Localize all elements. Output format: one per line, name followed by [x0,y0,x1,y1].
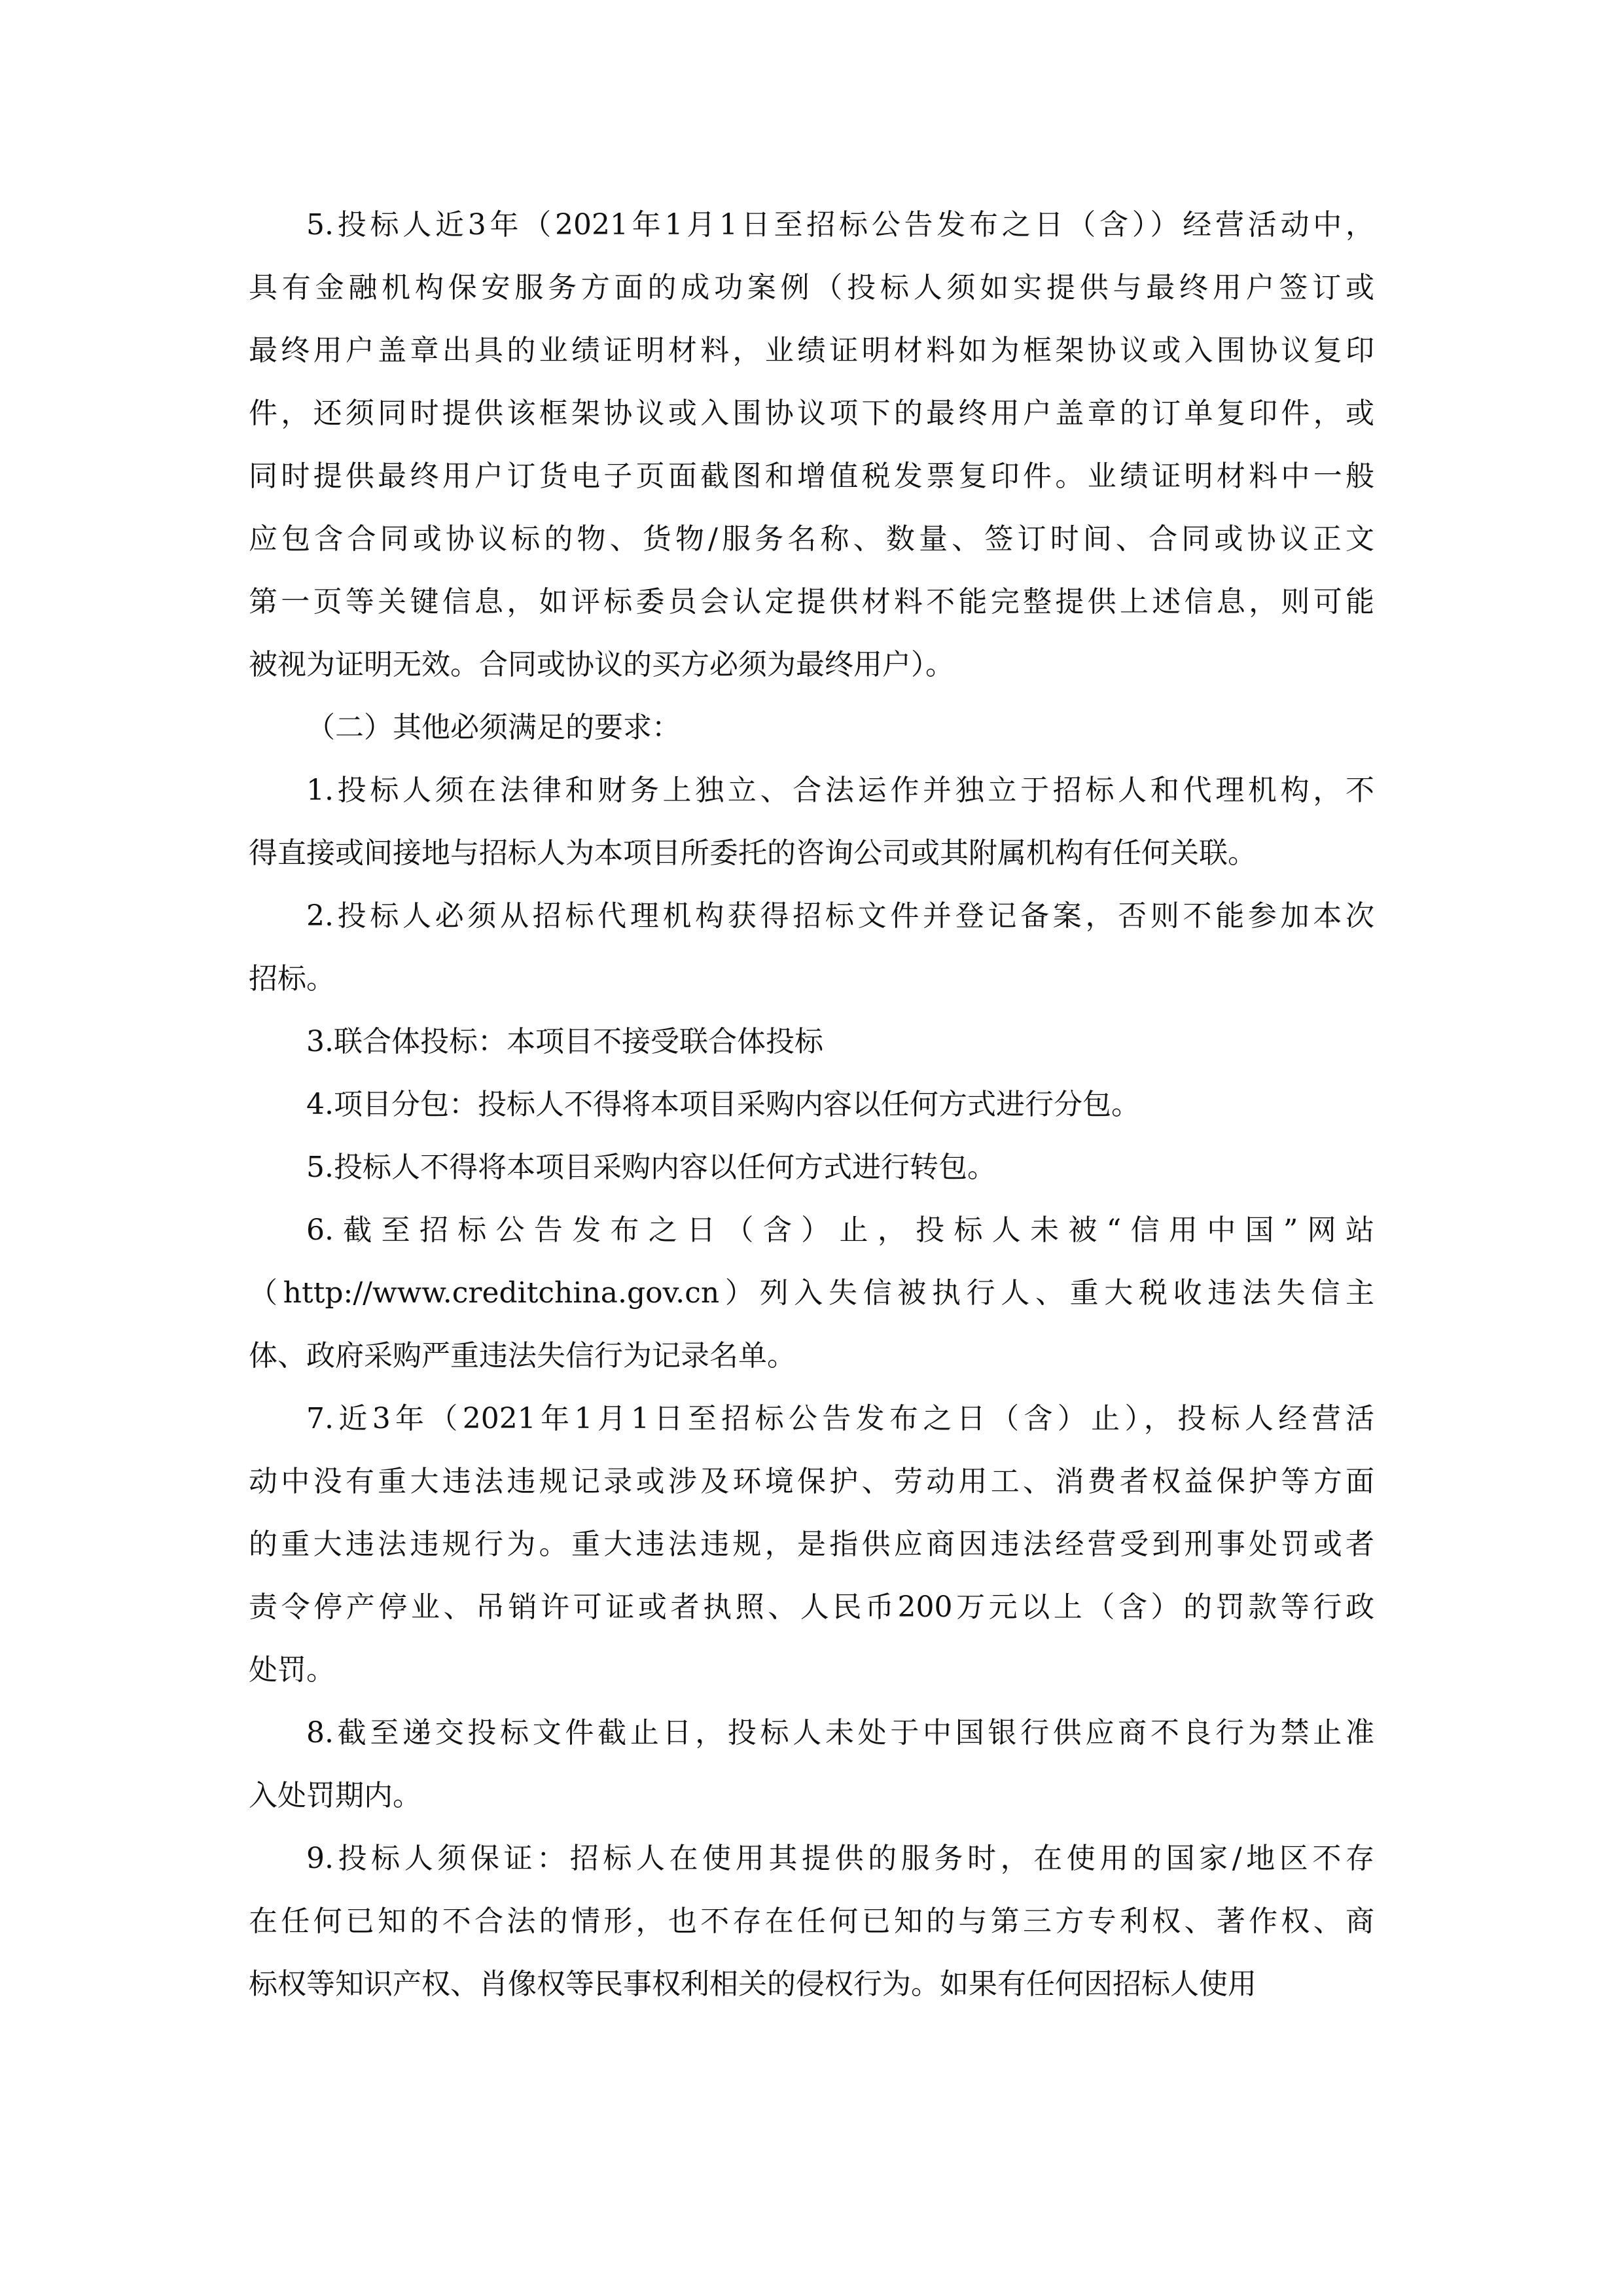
text-line: 责令停产停业、吊销许可证或者执照、人民币200万元以上（含）的罚款等行政 [249,1590,1374,1624]
paragraph-p5 [249,194,1374,696]
text-line: 在任何已知的不合法的情形，也不存在任何已知的与第三方专利权、著作权、商 [249,1905,1374,1938]
paragraph-q9 [249,1827,1374,2016]
text-line: （http://www.creditchina.gov.cn）列入失信被执行人、重大税收违法失信主 [249,1276,1375,1310]
text-line: 被视为证明无效。合同或协议的买方必须为最终用户）。 [249,648,954,681]
text-line: 2.投标人必须从招标代理机构获得招标文件并登记备案，否则不能参加本次 [306,899,1374,933]
text-line: 5.投标人近3年（2021年1月1日至招标公告发布之日（含））经营活动中， [306,208,1374,242]
text-line: 体、政府采购严重违法失信行为记录名单。 [249,1339,796,1372]
paragraph-q3 [249,1011,1374,1073]
text-line: 4.项目分包：投标人不得将本项目采购内容以任何方式进行分包。 [306,1088,1140,1121]
text-line: 5.投标人不得将本项目采购内容以任何方式进行转包。 [306,1151,996,1184]
document-body [249,194,1374,2016]
text-line: 第一页等关键信息，如评标委员会认定提供材料不能完整提供上述信息，则可能 [249,585,1374,619]
text-line: 应包含合同或协议标的物、货物/服务名称、数量、签订时间、合同或协议正文 [249,522,1374,556]
text-line: 标权等知识产权、肖像权等民事权利相关的侵权行为。如果有任何因招标人使用 [249,1967,1257,2001]
text-line: 的重大违法违规行为。重大违法违规，是指供应商因违法经营受到刑事处罚或者 [249,1528,1374,1561]
text-line: 6.截至招标公告发布之日（含）止，投标人未被“信用中国”网站 [306,1213,1374,1247]
text-line: 最终用户盖章出具的业绩证明材料，业绩证明材料如为框架协议或入围协议复印 [249,334,1374,367]
text-line: 1.投标人须在法律和财务上独立、合法运作并独立于招标人和代理机构，不 [306,774,1374,807]
text-line: （二）其他必须满足的要求： [306,711,681,744]
text-line: 入处罚期内。 [249,1779,421,1812]
paragraph-q6 [249,1199,1374,1388]
paragraph-q1 [249,759,1374,885]
text-line: 3.联合体投标：本项目不接受联合体投标 [306,1025,823,1058]
paragraph-q5 [249,1136,1374,1199]
text-line: 件，还须同时提供该框架协议或入围协议项下的最终用户盖章的订单复印件，或 [249,397,1374,430]
text-line: 8.截至递交投标文件截止日，投标人未处于中国银行供应商不良行为禁止准 [306,1716,1374,1749]
text-line: 7.近3年（2021年1月1日至招标公告发布之日（含）止），投标人经营活 [306,1402,1374,1435]
text-line: 处罚。 [249,1653,335,1687]
paragraph-q4 [249,1073,1374,1136]
text-line: 得直接或间接地与招标人为本项目所委托的咨询公司或其附属机构有任何关联。 [249,836,1257,870]
paragraph-q8 [249,1702,1374,1827]
text-line: 同时提供最终用户订货电子页面截图和增值税发票复印件。业绩证明材料中一般 [249,459,1374,493]
paragraph-q7 [249,1388,1374,1702]
text-line: 招标。 [249,962,335,996]
paragraph-heading2 [249,696,1374,759]
text-line: 动中没有重大违法违规记录或涉及环境保护、劳动用工、消费者权益保护等方面 [249,1465,1374,1498]
paragraph-q2 [249,885,1374,1011]
text-line: 9.投标人须保证：招标人在使用其提供的服务时，在使用的国家/地区不存 [306,1842,1374,1875]
text-line: 具有金融机构保安服务方面的成功案例（投标人须如实提供与最终用户签订或 [249,271,1374,304]
